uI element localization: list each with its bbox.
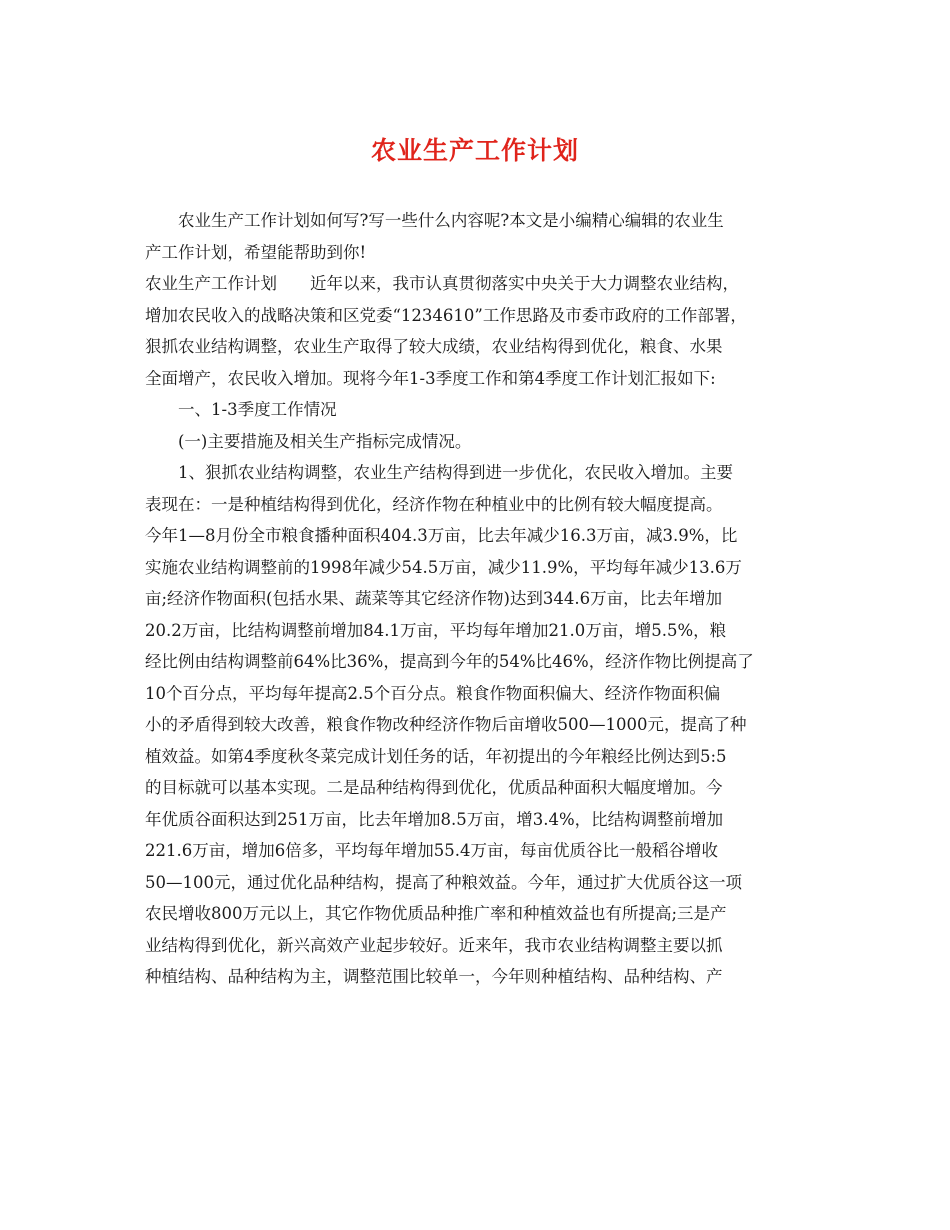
- body-line: 狠抓农业结构调整，农业生产取得了较大成绩，农业结构得到优化，粮食、水果: [145, 337, 723, 356]
- body-line: 50—100元，通过优化品种结构，提高了种粮效益。今年，通过扩大优质谷这一项: [145, 872, 742, 892]
- body-line: 10个百分点，平均每年提高2.5个百分点。粮食作物面积偏大、经济作物面积偏: [145, 683, 721, 703]
- body-line: 全面增产，农民收入增加。现将今年1-3季度工作和第4季度工作计划汇报如下:: [145, 368, 716, 388]
- body-line: 业结构得到优化，新兴高效产业起步较好。近来年，我市农业结构调整主要以抓: [145, 935, 723, 955]
- body-line: 221.6万亩，增加6倍多，平均每年增加55.4万亩，每亩优质谷比一般稻谷增收: [145, 841, 718, 860]
- body-line: 表现在：一是种植结构得到优化，经济作物在种植业中的比例有较大幅度提高。: [145, 494, 723, 514]
- body-line: 产工作计划，希望能帮助到你!: [145, 242, 367, 262]
- body-line: 增加农民收入的战略决策和区党委“1234610”工作思路及市委市政府的工作部署，: [145, 305, 747, 325]
- document-body: [145, 205, 815, 993]
- body-line: 今年1—8月份全市粮食播种面积404.3万亩，比去年减少16.3万亩，减3.9%，比: [145, 526, 738, 545]
- body-line: 的目标就可以基本实现。二是品种结构得到优化，优质品种面积大幅度增加。今: [145, 778, 723, 797]
- body-line: 实施农业结构调整前的1998年减少54.5万亩，减少11.9%，平均每年减少13.6万: [145, 557, 742, 577]
- body-line: (一)主要措施及相关生产指标完成情况。: [145, 431, 472, 451]
- body-line: 农业生产工作计划 近年以来，我市认真贯彻落实中央关于大力调整农业结构，: [145, 274, 739, 293]
- body-line: 种植结构、品种结构为主，调整范围比较单一，今年则种植结构、品种结构、产: [145, 967, 723, 986]
- body-line: 经比例由结构调整前64%比36%，提高到今年的54%比46%，经济作物比例提高了: [145, 652, 754, 671]
- body-line: 一、1-3季度工作情况: [145, 400, 337, 419]
- body-line: 20.2万亩，比结构调整前增加84.1万亩，平均每年增加21.0万亩，增5.5%，粮: [145, 620, 727, 640]
- body-line: 农业生产工作计划如何写?写一些什么内容呢?本文是小编精心编辑的农业生: [145, 211, 724, 230]
- body-line: 农民增收800万元以上，其它作物优质品种推广率和种植效益也有所提高;三是产: [145, 904, 727, 923]
- body-line: 小的矛盾得到较大改善，粮食作物改种经济作物后亩增收500—1000元，提高了种: [145, 715, 747, 734]
- document-title: 农业生产工作计划: [370, 136, 579, 165]
- body-line: 亩;经济作物面积(包括水果、蔬菜等其它经济作物)达到344.6万亩，比去年增加: [145, 589, 723, 608]
- body-line: 年优质谷面积达到251万亩，比去年增加8.5万亩，增3.4%，比结构调整前增加: [145, 809, 724, 829]
- body-line: 植效益。如第4季度秋冬菜完成计划任务的话，年初提出的今年粮经比例达到5:5: [145, 746, 727, 766]
- body-line: 1、狠抓农业结构调整，农业生产结构得到进一步优化，农民收入增加。主要: [145, 463, 733, 482]
